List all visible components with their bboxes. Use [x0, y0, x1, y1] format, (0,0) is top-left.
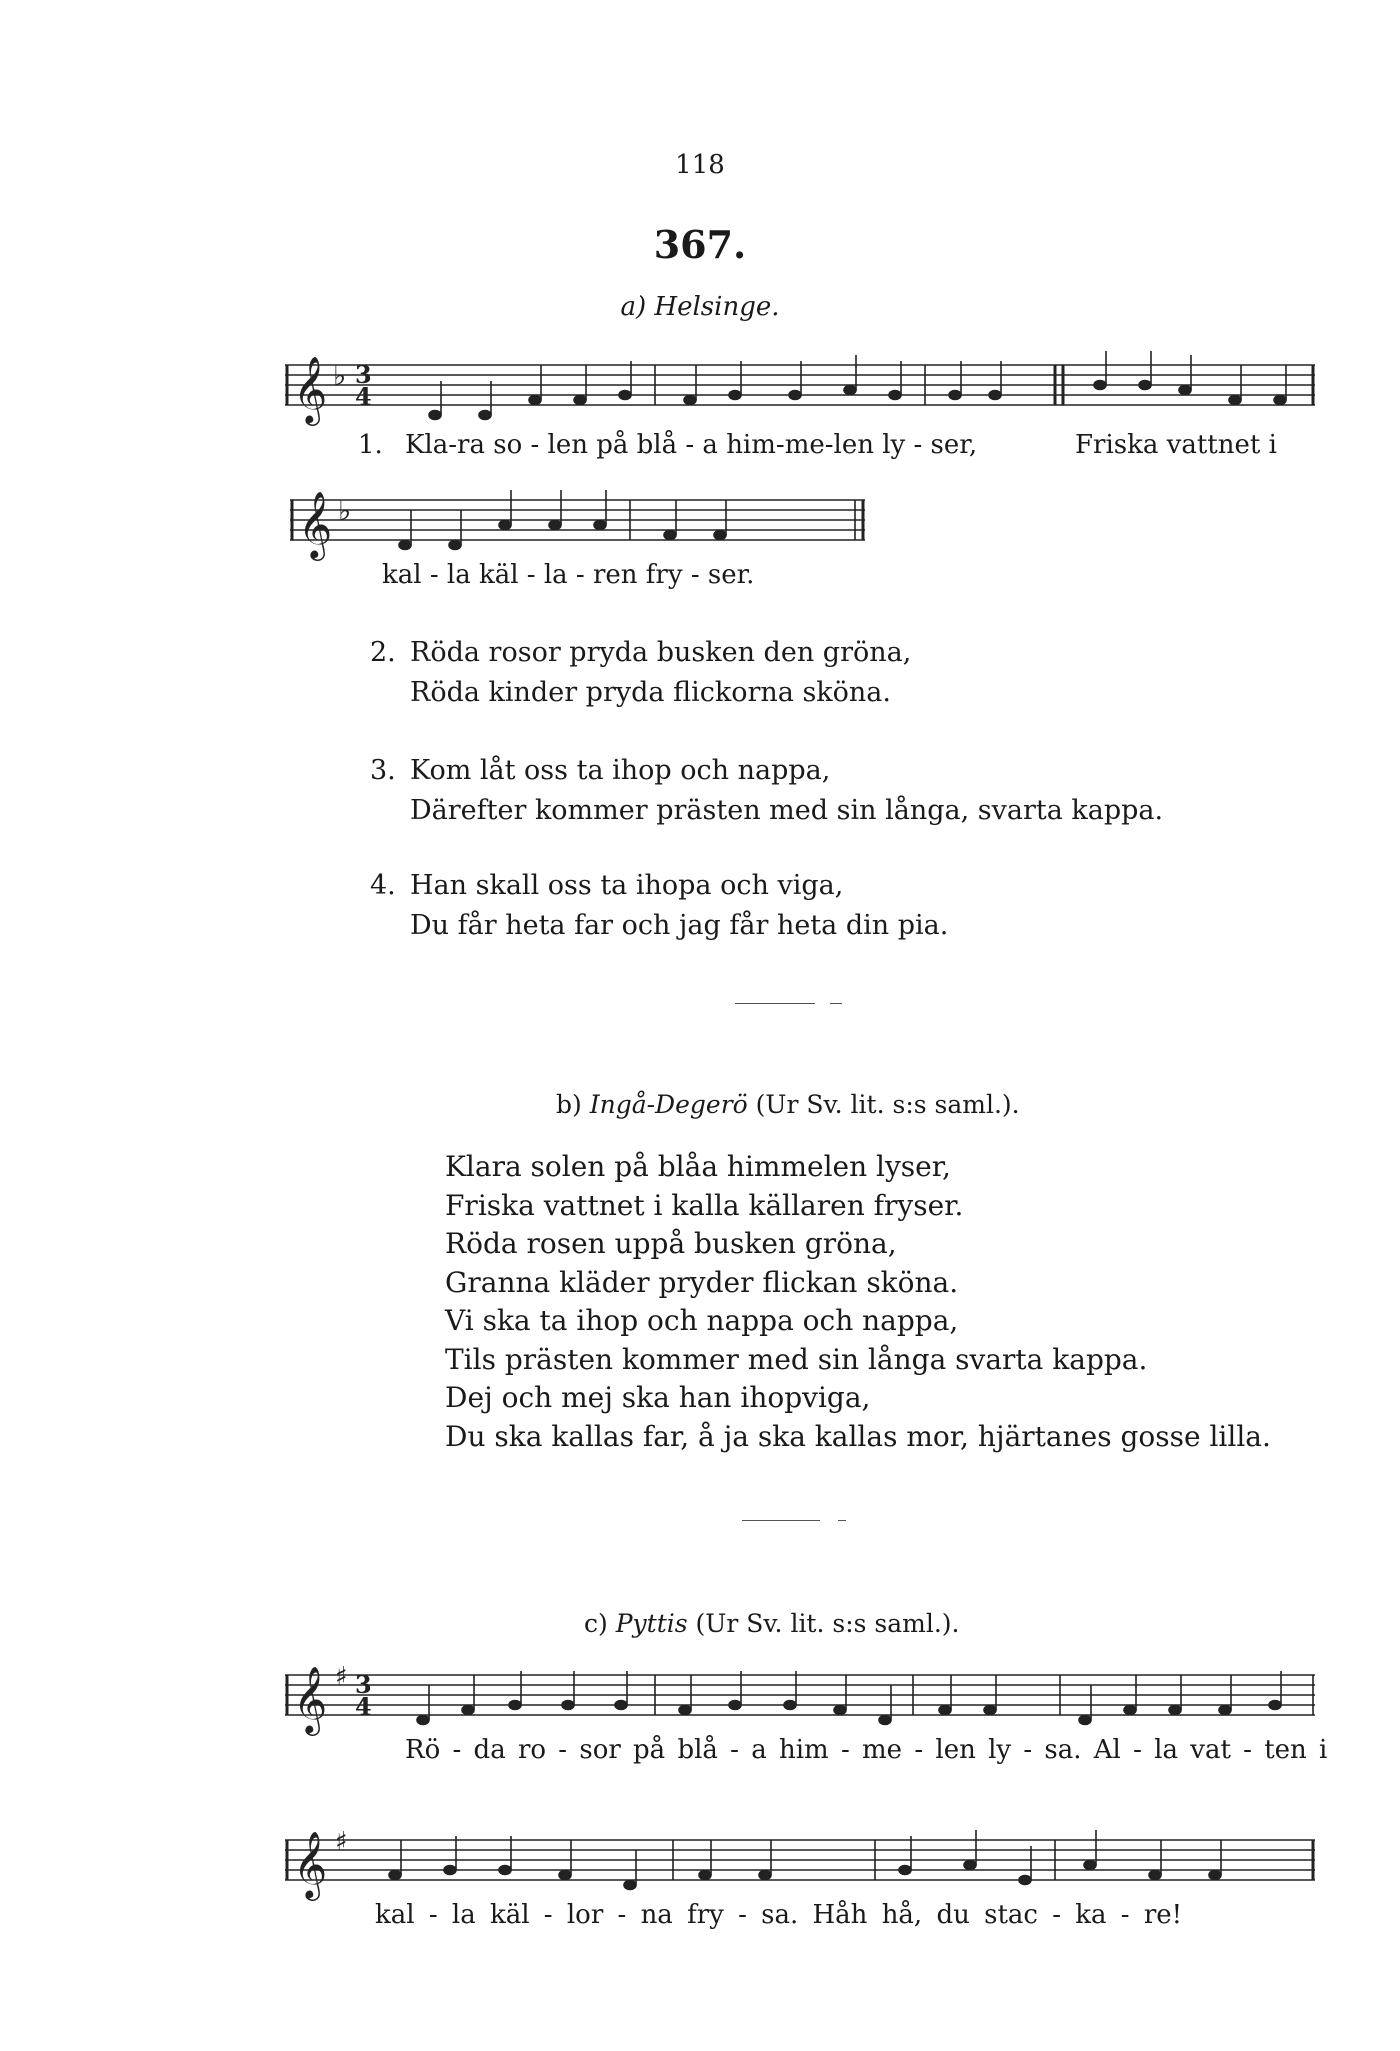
verse-4	[370, 866, 948, 946]
verse-3-num: 3.	[370, 755, 396, 786]
section-b-line: Granna kläder pryder flickan sköna.	[445, 1265, 959, 1299]
section-c-place: Pyttis	[615, 1609, 688, 1638]
verse-3-line1: Kom låt oss ta ihop och nappa,	[410, 755, 831, 786]
time-sig-bottom: 4	[355, 382, 372, 411]
section-b-place: Ingå-Degerö	[589, 1090, 748, 1119]
section-b-heading	[556, 1090, 1020, 1119]
section-b-line: Dej och mej ska han ihopviga,	[445, 1381, 871, 1414]
verse-4-num: 4.	[370, 870, 396, 901]
lyrics-a-line1-end: Friska vattnet i	[1075, 430, 1277, 460]
section-b-line: Tils prästen kommer med sin långa svarta kappa.	[445, 1342, 1148, 1376]
page-number: 118	[675, 150, 725, 180]
section-b-line: Klara solen på blåa himmelen lyser,	[445, 1150, 951, 1183]
section-b-source: (Ur Sv. lit. s:s saml.).	[755, 1090, 1020, 1119]
divider-1	[735, 1003, 815, 1004]
treble-clef: 𝄞	[293, 1830, 328, 1898]
song-number: 367.	[653, 222, 747, 267]
verse-4-line2: Du får heta far och jag får heta din pia.	[410, 910, 949, 941]
sharp-sign: ♯	[335, 1827, 348, 1857]
divider-2b	[838, 1520, 846, 1521]
section-b-line: Du ska kallas far, å ja ska kallas mor, hjärtanes gosse lilla.	[445, 1419, 1271, 1453]
time-sig-top: 3	[355, 1670, 372, 1699]
divider-1b	[830, 1003, 842, 1004]
lyrics-c-line1: Rö - da ro - sor på blå - a him - me - len ly - sa. Al - la vat - ten i	[405, 1735, 1328, 1765]
section-b-line: Röda rosen uppå busken gröna,	[445, 1227, 897, 1260]
section-b-line: Vi ska ta ihop och nappa och nappa,	[445, 1304, 959, 1337]
lyrics-a-line1: Kla-ra so - len på blå - a him-me-len ly - ser,	[405, 430, 978, 460]
lyrics-a-line1-num: 1.	[358, 430, 383, 460]
verse-2	[370, 633, 911, 713]
lyrics-a-line2: kal - la käl - la - ren fry - ser.	[382, 560, 755, 590]
verse-4-line1: Han skall oss ta ihopa och viga,	[410, 870, 844, 901]
treble-clef: 𝄞	[298, 490, 333, 558]
section-c-heading	[584, 1609, 960, 1638]
treble-clef: 𝄞	[293, 355, 328, 423]
verse-2-line2: Röda kinder pryda flickorna sköna.	[410, 677, 891, 708]
flat-sign: ♭	[338, 494, 352, 527]
time-sig-top: 3	[355, 360, 372, 389]
verse-2-num: 2.	[370, 637, 396, 668]
lyrics-c-line2: kal - la käl - lor - na fry - sa. Håh hå, du stac - ka - re!	[375, 1900, 1183, 1930]
section-c-source: (Ur Sv. lit. s:s saml.).	[695, 1609, 960, 1638]
section-b-label: b)	[556, 1090, 582, 1119]
sharp-sign: ♯	[335, 1662, 348, 1692]
treble-clef: 𝄞	[293, 1665, 328, 1733]
section-b-text	[445, 1148, 1271, 1456]
section-c-label: c)	[584, 1609, 608, 1638]
flat-sign: ♭	[333, 359, 347, 392]
verse-3-line2: Därefter kommer prästen med sin långa, svarta kappa.	[410, 795, 1164, 826]
section-a-heading: a) Helsinge.	[620, 292, 780, 322]
verse-3	[370, 751, 1163, 831]
time-sig-bottom: 4	[355, 1692, 372, 1721]
divider-2	[742, 1520, 820, 1521]
section-b-line: Friska vattnet i kalla källaren fryser.	[445, 1188, 964, 1222]
verse-2-line1: Röda rosor pryda busken den gröna,	[410, 637, 912, 668]
